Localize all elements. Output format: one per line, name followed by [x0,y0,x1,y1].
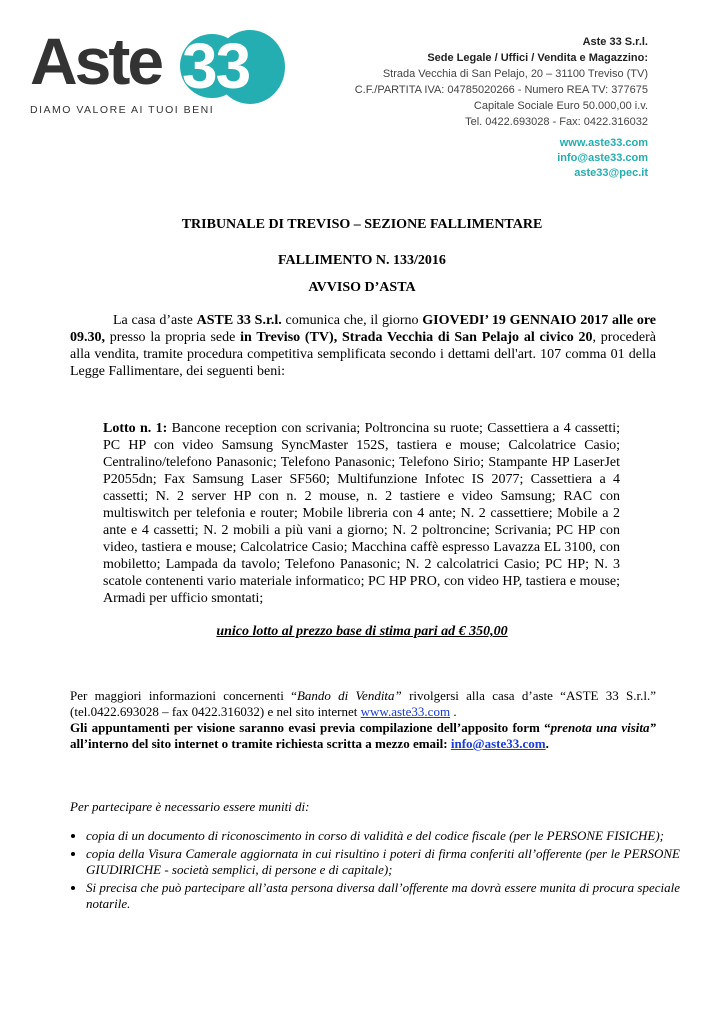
logo-tagline: DIAMO VALORE AI TUOI BENI [30,104,215,116]
logo-number: 33 [182,30,250,102]
lot-label: Lotto n. 1: [103,421,168,436]
intro-paragraph [70,312,656,380]
list-item: • copia di un documento di riconoscimento in corso di validità e del codice fiscale (per le PERSONE FISICHE); [86,828,680,844]
info-bando: Bando di Vendita” [296,688,402,703]
info-text-3: . [450,704,457,719]
lot-price: unico lotto al prezzo base di stima pari ad € 350,00 [216,624,508,639]
company-logo [30,24,280,123]
lot-text: Bancone reception con scrivania; Poltroncina su ruote; Cassettiera a 4 cassetti; PC HP con video Samsung SyncMaster 152S, tastiera e mouse; Calcolatrice Casio; Centralino/telefono Panasonic; Telefono Panasonic; Telefono Sirio; Stampante HP LaserJet P2055dn; Fax Samsung Laser SF560; Multifunzione Infotec IS 2077; Cassettiera a 4 cassetti; N. 2 server HP con n. 2 mouse, n. 2 tastiere e video Samsung; RAC con multiswitch per telefonia e router; Mobile libreria con 4 ante; N. 2 cassettiere; Mobile a 2 ante e 4 cassetti; N. 2 mobili a più vani a giorno; N. 2 poltroncine; Scrivania; PC HP con video, tastiera e mouse; Calcolatrice Casio; Macchina caffè espresso Lavazza EL 3100, con mobiletto; Lampada da tavolo; Telefono Panasonic; N. 2 calcolatrici Casio; PC HP; N. 3 scatole contenenti vario materiale informatico; PC HP PRO, con video HP, tastiera e mouse; Armadi per ufficio smontati; [103,421,620,606]
email-link[interactable]: info@aste33.com [450,736,546,751]
logo-word: Aste [30,24,162,98]
info-paragraph [70,688,656,752]
info-form: prenota una visita” [550,720,656,735]
case-heading: FALLIMENTO N. 133/2016 [278,253,446,268]
requirements-title: Per partecipare è necessario essere muniti di: [70,799,310,814]
company-sede: Sede Legale / Uffici / Vendita e Magazzino: [427,52,648,64]
notice-heading: AVVISO D’ASTA [308,280,416,295]
list-item: • Si precisa che può partecipare all’asta persona diversa dall’offerente ma dovrà essere munita di procura speciale notarile. [86,880,680,912]
intro-date: GIOVEDI’ 19 GENNAIO 2017 alle ore 09.30, [70,313,656,345]
company-vat: C.F./PARTITA IVA: 04785020266 - Numero REA TV: 377675 [354,84,648,96]
intro-text-1: La casa d’aste [113,313,197,328]
site-link[interactable]: www.aste33.com [360,704,451,719]
company-phone: Tel. 0422.693028 - Fax: 0422.316032 [465,116,648,128]
intro-company: ASTE 33 S.r.l. [196,313,282,328]
company-web[interactable]: www.aste33.com [559,137,648,149]
list-item: • copia della Visura Camerale aggiornata in cui risultino i poteri di firma conferiti all’offerente (per le PERSONE GIUDIRICHE - società semplici, di persone e di capitale); [86,846,680,878]
requirements-list [62,828,680,914]
company-contacts [557,136,648,181]
info-text-2: rivolgersi alla casa d’aste “ASTE 33 S.r.l.” (tel.0422.693028 – fax 0422.316032) e nel sito internet [70,688,656,719]
company-info [355,34,648,130]
intro-place: in Treviso (TV), Strada Vecchia di San Pelajo al civico 20 [240,330,593,345]
company-capital: Capitale Sociale Euro 50.000,00 i.v. [473,100,648,112]
info-bold-3: . [545,736,549,751]
company-name: Aste 33 S.r.l. [582,36,648,48]
court-heading: TRIBUNALE DI TREVISO – SEZIONE FALLIMENTARE [181,217,543,232]
company-address: Strada Vecchia di San Pelajo, 20 – 31100 Treviso (TV) [382,68,648,80]
company-email[interactable]: info@aste33.com [557,152,648,164]
company-pec[interactable]: aste33@pec.it [574,167,648,179]
info-text-1: Per maggiori informazioni concernenti “ [70,688,297,703]
info-bold-1: Gli appuntamenti per visione saranno evasi previa compilazione dell’apposito form “ [70,720,551,735]
info-bold-2: all’interno del sito internet o tramite richiesta scritta a mezzo email: [70,736,451,751]
intro-text-4: , procederà alla vendita, tramite procedura competitiva semplificata secondo i dettami dell'art. 107 comma 01 della Legge Fallimentare, dei seguenti beni: [70,330,656,379]
intro-text-3: presso la propria sede [105,330,241,345]
lot-description [103,420,620,607]
intro-text-2: comunica che, il giorno [281,313,423,328]
